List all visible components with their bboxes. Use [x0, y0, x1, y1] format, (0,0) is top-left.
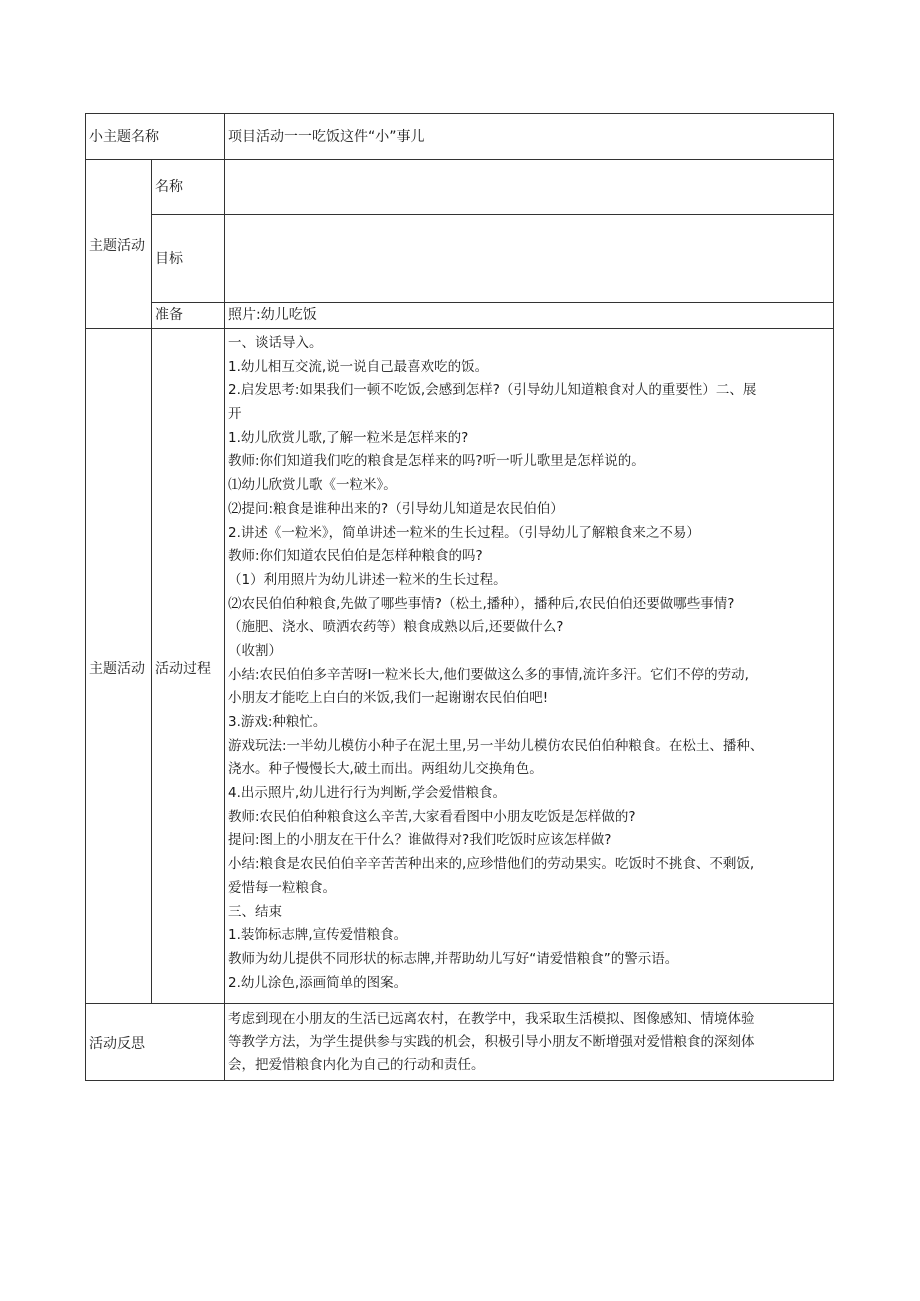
name-label: 名称	[155, 179, 183, 195]
process-line: 教师:你们知道我们吃的粮食是怎样来的吗?听一听儿歌里是怎样说的。	[228, 453, 645, 470]
process-line: （收割）	[228, 642, 282, 659]
process-line: 浇水。种子慢慢长大,破土而出。两组幼儿交换角色。	[228, 761, 543, 778]
reflection-label: 活动反思	[89, 1036, 145, 1052]
theme-activity-label: 主题活动	[89, 238, 145, 254]
process-line: ⑵农民伯伯种粮食,先做了哪些事情?（松土,播种），播种后,农民伯伯还要做哪些事情?	[228, 595, 735, 612]
subtheme-value: 项目活动一一吃饭这件“小”事儿	[228, 129, 425, 145]
process-line: 开	[228, 406, 242, 423]
process-line: （1）利用照片为幼儿讲述一粒米的生长过程。	[228, 571, 507, 588]
process-line: 教师:你们知道农民伯伯是怎样种粮食的吗?	[228, 548, 483, 565]
process-group-label: 主题活动	[89, 661, 145, 677]
reflection-line: 考虑到现在小朋友的生活已远离农村，在教学中，我采取生活模拟、图像感知、情境体验	[228, 1011, 755, 1027]
process-line: 教师:农民伯伯种粮食这么辛苦,大家看看图中小朋友吃饭是怎样做的?	[228, 808, 636, 825]
process-line: 小朋友才能吃上白白的米饭,我们一起谢谢农民伯伯吧!	[228, 690, 549, 707]
process-line: 3.游戏:种粮忙。	[228, 714, 327, 730]
process-line: 2.讲述《一粒米》，简单讲述一粒米的生长过程。（引导幼儿了解粮食来之不易）	[228, 524, 700, 541]
goal-label: 目标	[155, 251, 183, 267]
process-line: 教师为幼儿提供不同形状的标志牌,并帮助幼儿写好“请爱惜粮食”的警示语。	[228, 950, 679, 967]
process-line: ⑵提问:粮食是谁种出来的?（引导幼儿知道是农民伯伯）	[228, 500, 564, 517]
process-line: 1.装饰标志牌,宣传爱惜粮食。	[228, 927, 408, 944]
process-content	[228, 332, 832, 1000]
reflection-line: 会，把爱惜粮食内化为自己的行动和责任。	[228, 1057, 485, 1073]
process-line: 2.幼儿涂色,添画简单的图案。	[228, 974, 408, 991]
process-line: ⑴幼儿欣赏儿歌《一粒米》。	[228, 477, 397, 494]
process-line: 2.启发思考:如果我们一顿不吃饭,会感到怎样?（引导幼儿知道粮食对人的重要性）二、展	[228, 382, 757, 399]
reflection-content	[228, 1008, 832, 1077]
prep-value: 照片:幼儿吃饭	[228, 307, 317, 323]
process-line: 1.幼儿相互交流,说一说自己最喜欢吃的饭。	[228, 358, 489, 375]
process-line: 小结:粮食是农民伯伯辛辛苦苦种出来的,应珍惜他们的劳动果实。吃饭时不挑食、不剩饭,	[228, 856, 755, 873]
process-line: 一、谈话导入。	[228, 335, 323, 351]
subtheme-label: 小主题名称	[89, 129, 159, 145]
process-line: 爱惜每一粒粮食。	[228, 879, 336, 896]
process-line: 4.出示照片,幼儿进行行为判断,学会爱惜粮食。	[228, 785, 506, 802]
process-line: 1.幼儿欣赏儿歌,了解一粒米是怎样来的?	[228, 429, 469, 446]
process-line: 游戏玩法:一半幼儿模仿小种子在泥土里,另一半幼儿模仿农民伯伯种粮食。在松土、播种、	[228, 737, 764, 754]
process-line: 三、结束	[228, 903, 282, 920]
reflection-line: 等教学方法，为学生提供参与实践的机会，积极引导小朋友不断增强对爱惜粮食的深刻体	[228, 1034, 755, 1050]
process-line: 小结:农民伯伯多辛苦呀I一粒米长大,他们要做这么多的事情,流许多汗。它们不停的劳动,	[228, 666, 749, 683]
process-line: 提问:图上的小朋友在干什么？谁做得对?我们吃饭时应该怎样做?	[228, 832, 612, 849]
process-line: （施肥、浇水、喷洒农药等）粮食成熟以后,还要做什么?	[228, 619, 564, 636]
prep-label: 准备	[155, 307, 183, 323]
process-sublabel: 活动过程	[155, 661, 211, 677]
